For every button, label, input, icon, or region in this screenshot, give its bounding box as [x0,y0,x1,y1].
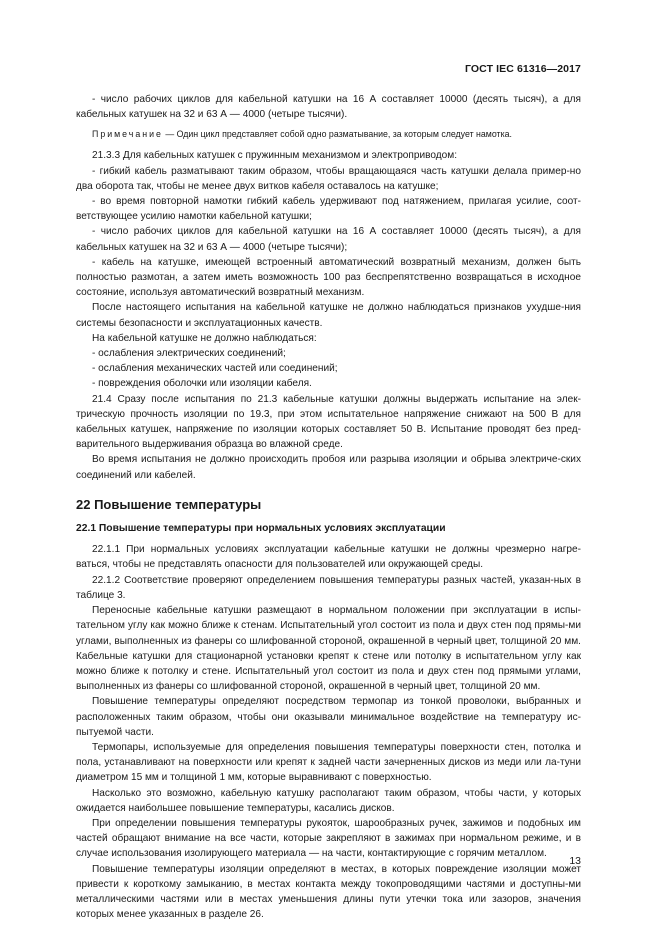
list-item: - гибкий кабель разматывают таким образом, чтобы вращающаяся часть катушки делала пример-но два оборота так, чтобы не менее двух витков кабеля оставалось на катушке; [76,165,581,192]
subsection-heading: 22.1 Повышение температуры при нормальных условиях эксплуатации [76,523,446,535]
paragraph: 21.3.3 Для кабельных катушек с пружинным механизмом и электроприводом: [92,150,458,162]
list-item: - во время повторной намотки гибкий кабель удерживают под натяжением, прилагая усилие, соот-ветствующее усилию намотки кабельной катушки; [76,196,581,223]
note-label: Примечание [92,129,163,140]
list-item: - повреждения оболочки или изоляции кабеля. [92,378,312,390]
note-text: — Один цикл представляет собой одно разматывание, за которым следует намотка. [162,129,512,140]
document-body [76,92,581,922]
note [76,128,581,141]
list-item: - кабель на катушке, имеющей встроенный автоматический возвратный механизм, должен быть полностью размотан, а затем иметь возможность 100 раз беспрепятственно возвращаться в исходное состояние, используя автоматический возвратный механизм. [76,256,581,299]
paragraph: Насколько это возможно, кабельную катушку располагают таким образом, чтобы части, у которых ожидается наибольшее повышение температуры, касались дисков. [76,787,581,814]
section-heading: 22 Повышение температуры [76,496,262,512]
paragraph: Термопары, используемые для определения повышения температуры поверхности стен, потолка и пола, устанавливают на поверхности или крепят к задней части зачерненных дисков из меди или ла-туни диаметром 15 мм и толщиной 1 мм, которые выравнивают с поверхностью. [76,741,581,784]
list-item: - ослабления механических частей или соединений; [92,363,338,375]
paragraph: Повышение температуры определяют посредством термопар из тонкой проволоки, выбранных и расположенных таким образом, чтобы они оказывали минимальное воздействие на температуру ис-пытуемой части. [76,696,581,738]
page-number: 13 [569,855,581,867]
paragraph: 22.1.2 Соответствие проверяют определением повышения температуры разных частей, указан-ных в таблице 3. [76,574,581,601]
paragraph: На кабельной катушке не должно наблюдаться: [92,332,317,344]
list-item: - число рабочих циклов для кабельной катушки на 16 А составляет 10000 (десять тысяч), а для кабельных катушек на 32 и 63 А — 4000 (четыре тысячи); [76,226,581,253]
paragraph: Переносные кабельные катушки размещают в нормальном положении при эксплуатации в испы-тательном углу как можно ближе к стенам. Испытательный угол состоит из пола и двух стен под прямы-ми углами, выполненных из фанеры со шлифованной стороной, окрашенной в черный цвет, толщиной 20 мм. Кабельные катушки для стационарной установки крепят к стене или потолку в испытательном углу как можно ближе к потолку и стене. Испытательный угол состоит из пола и двух стен под прямыми углами, выполненных из фанеры со шлифованной стороной, окрашенной в черный цвет, толщиной 20 мм. [76,605,581,693]
paragraph: При определении повышения температуры рукояток, шарообразных ручек, зажимов и подобных им частей обращают внимание на все части, которые закрепляют в зажимах при нормальном режиме, и в случае использования изолирующего материала — на части, контактирующие с горячим металлом. [76,817,581,860]
paragraph: Повышение температуры изоляции определяют в местах, в которых повреждение изоляции может привести к короткому замыканию, в местах контакта между токопроводящими частями и доступны-ми металлическими частями или в местах уменьшения длины пути утечки тока или зазоров, значения которых менее указанных в разделе 26. [76,863,581,921]
standard-header: ГОСТ IEC 61316—2017 [464,63,581,75]
paragraph: - число рабочих циклов для кабельной катушки на 16 А составляет 10000 (десять тысяч), а для кабельных катушек на 32 и 63 А — 4000 (четыре тысячи). [76,94,581,121]
paragraph: 22.1.1 При нормальных условиях эксплуатации кабельные катушки не должны чрезмерно нагре-ваться, чтобы не представлять опасности для пользователей или окружающей среды. [76,544,581,571]
paragraph: 21.4 Сразу после испытания по 21.3 кабельные катушки должны выдержать испытание на элек-трическую прочность изоляции по 19.3, при этом испытательное напряжение снижают на 500 В для кабельных катушек, напряжение по изоляции которых составляет 50 В. Испытание проводят без пред-варительного выдерживания образца во влажной среде. [76,393,581,451]
paragraph: После настоящего испытания на кабельной катушке не должно наблюдаться признаков ухудше-ния системы безопасности и эксплуатационных качеств. [76,302,581,329]
list-item: - ослабления электрических соединений; [92,348,286,360]
paragraph: Во время испытания не должно происходить пробоя или разрыва изоляции и обрыва электриче-ских соединений или кабелей. [76,454,581,481]
